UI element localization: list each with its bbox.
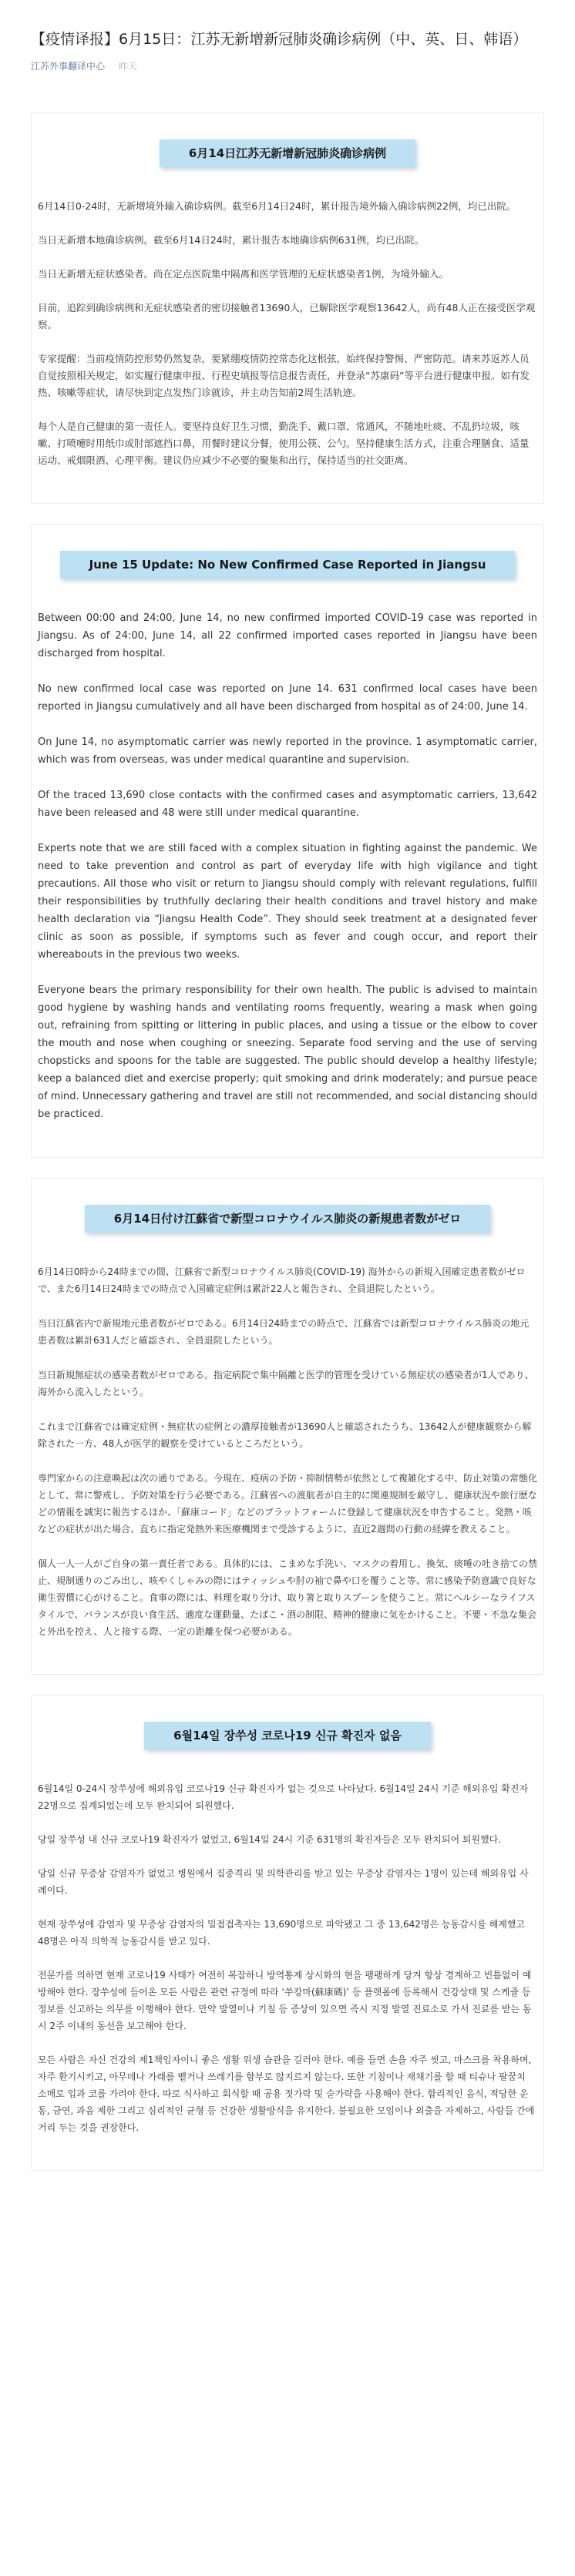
- section-heading: 6월14일 장쑤성 코로나19 신규 확진자 없음: [144, 1722, 431, 1749]
- paragraph: 当日无新增本地确诊病例。截至6月14日24时，累计报告本地确诊病例631例，均已出院。: [38, 234, 425, 246]
- section-chinese: [31, 112, 544, 504]
- paragraph: On June 14, no asymptomatic carrier was newly reported in the province. 1 asymptomatic carrier, which was from overseas, was under medical quarantine and supervision.: [38, 736, 537, 766]
- paragraph: 当日无新增无症状感染者。尚在定点医院集中隔离和医学管理的无症状感染者1例，为境外输入。: [38, 268, 449, 280]
- section-heading: 6月14日付け江蘇省で新型コロナウイルス肺炎の新規患者数がゼロ: [85, 1205, 490, 1233]
- paragraph: 個人一人一人がご自身の第一責任者である。具体的には、こまめな手洗い、マスクの着用し、換気、痰唾の吐き捨ての禁止、規制通りのごみ出し、咳やくしゃみの際にはティッシュや肘の袖で鼻や口を覆うこと等、常に感染予防意識で良好な衛生習慣に心がけること。食事の際には、料理を取り分け、取り箸と取りスプーンを使うこと。常にヘルシーなライフスタイルで、バランスが良い食生活、適度な運動量、たばこ・酒の制限、精神的健康に気をかけること。不要・不急な集会と外出を控え、人と接する際、一定の距離を保つ必要がある。: [38, 1558, 538, 1637]
- paragraph: 目前，追踪到确诊病例和无症状感染者的密切接触者13690人，已解除医学观察13642人，尚有48人正在接受医学观察。: [38, 302, 536, 330]
- section-korean: [31, 1695, 544, 2171]
- article-title: 【疫情译报】6月15日：江苏无新增新冠肺炎确诊病例（中、英、日、韩语）: [31, 31, 528, 48]
- paragraph: 当日新規無症状の感染者数がゼロである。指定病院で集中隔離と医学的管理を受けている無症状の感染者が1人であり、海外から流入したという。: [38, 1370, 534, 1397]
- section-english: [31, 524, 544, 1158]
- paragraph: No new confirmed local case was reported on June 14. 631 confirmed local cases have been reported in Jiangsu cumulatively and all have been discharged from hospital as of 24:00, June 14.: [38, 683, 537, 713]
- paragraph: Experts note that we are still faced with a complex situation in fighting against the pandemic. We need to take prevention and control as part of everyday life with high vigilance and tight precautions. All those who visit or return to Jiangsu should comply with relevant regulations, fulfill their responsibilities by truthfully declaring their health conditions and travel history and make health declaration via “Jiangsu Health Code”. They should seek treatment at a designated fever clinic as soon as possible, if symptoms such as fever and cough occur, and report their whereabouts in the previous two weeks.: [38, 843, 537, 961]
- paragraph: 当日江蘇省内で新規地元患者数がゼロである。6月14日24時までの時点で、江蘇省では新型コロナウイルス肺炎の地元患者数は累計631人だと確認され、全員退院したという。: [38, 1318, 530, 1346]
- author-link[interactable]: 江苏外事翻译中心: [31, 61, 106, 72]
- article-meta: [31, 59, 544, 74]
- section-heading: June 15 Update: No New Confirmed Case Reported in Jiangsu: [60, 551, 516, 579]
- publish-date: 昨天: [118, 61, 137, 72]
- paragraph: Of the traced 13,690 close contacts with the confirmed cases and asymptomatic carriers, 13,642 have been released and 48 were still under medical quarantine.: [38, 790, 537, 819]
- paragraph: これまで江蘇省では確定症例・無症状の症例との濃厚接触者が13690人と確認されたうち、13642人が健康観察から解除された一方、48人が医学的観察を受けているところだという。: [38, 1421, 532, 1449]
- paragraph: 6월14일 0-24시 장쑤성에 해외유입 코로나19 신규 확진자가 없는 것으로 나타났다. 6월14일 24시 기준 해외유입 확진자 22명으로 집계되었는데 모두 완치되어 퇴원했다.: [38, 1783, 529, 1811]
- paragraph: 당일 장쑤성 내 신규 코로나19 확진자가 없었고, 6월14일 24시 기준 631명의 확진자들은 모두 완치되어 퇴원했다.: [38, 1834, 502, 1845]
- paragraph: 専門家からの注意喚起は次の通りである。今現在、疫病の予防・抑制情勢が依然として複雑化する中、防止対策の常態化として、常に警戒し、予防対策を行う必要である。江蘇省への渡航者が自主的に関連規制を厳守し、健康状況や旅行歴などの情報を誠実に報告するほか、「蘇康コード」などのプラットフォームに登録して健康状況を申告すること。発熱・咳などの症状が出た場合、直ちに指定発熱外来医療機関まで受診するように、直近2週間の行動の経緯を教えること。: [38, 1473, 538, 1535]
- paragraph: 6月14日0-24时，无新增境外输入确诊病例。截至6月14日24时，累计报告境外输入确诊病例22例，均已出院。: [38, 200, 516, 212]
- paragraph: 현재 장쑤성에 감염자 및 무증상 감염자의 밀접접촉자는 13,690명으로 파악됐고 그 중 13,642명은 능동감시를 해제했고 48명은 아직 의학적 능동감시를 받고 있다.: [38, 1919, 526, 1947]
- paragraph: 당일 신규 무증상 감염자가 없었고 병원에서 집중격리 및 의학관리를 받고 있는 무증상 감염자는 1명이 있는데 해외유입 사례이다.: [38, 1868, 529, 1896]
- paragraph: Between 00:00 and 24:00, June 14, no new confirmed imported COVID-19 case was reported in Jiangsu. As of 24:00, June 14, all 22 confirmed imported cases reported in Jiangsu have been discharged from hospital.: [38, 612, 537, 659]
- paragraph: Everyone bears the primary responsibility for their own health. The public is advised to maintain good hygiene by washing hands and ventilating rooms frequently, wearing a mask when going out, refraining from spitting or littering in public places, and using a tissue or the elbow to cover the mouth and nose when coughing or sneezing. Separate food serving and the use of serving chopsticks and spoons for the table are suggested. The public should develop a healthy lifestyle; keep a balanced diet and exercise properly; quit smoking and drink moderately; and pursue peace of mind. Unnecessary gathering and travel are still not recommended, and social distancing should be practiced.: [38, 984, 537, 1120]
- paragraph: 전문가를 의하면 현재 코로나19 사태가 여전히 복잡하니 방역통제 상시화의 현을 팽팽하게 당겨 항상 경계하고 빈틈없이 예방해야 한다. 장쑤성에 들어온 모든 사람은 관련 규정에 따라 ‘쑤캉마(蘇康碼)’ 등 플랫폼에 등록해서 건강상태 및 스케쥴 등 정보를 신고하는 의무를 이행해야 한다. 만약 발열이나 기침 등 증상이 있으면 즉시 지정 발열 진료소로 가서 진료를 받는 동시 2주 이내의 동선을 보고해야 한다.: [38, 1970, 532, 2031]
- paragraph: 每个人是自己健康的第一责任人。要坚持良好卫生习惯，勤洗手、戴口罩、常通风，不随地吐痰、不乱扔垃圾，咳嗽、打喷嚏时用纸巾或肘部遮挡口鼻，用餐时建议分餐，使用公筷、公勺。坚持健康生活方式，注重合理膳食、适量运动、戒烟限酒、心理平衡。建议仍应减少不必要的聚集和出行，保持适当的社交距离。: [38, 421, 530, 466]
- section-heading: 6月14日江苏无新增新冠肺炎确诊病例: [160, 139, 415, 167]
- paragraph: 6月14日0時から24時までの間、江蘇省で新型コロナウイルス肺炎(COVID-19) 海外からの新規入国確定患者数がゼロで、また6月14日24時までの時点で入国確定症例は累計22人と報告され、全員退院したという。: [38, 1266, 526, 1294]
- paragraph: 专家提醒：当前疫情防控形势仍然复杂，要紧绷疫情防控常态化这根弦，始终保持警惕、严密防范。请来苏返苏人员自觉按照相关规定，如实履行健康申报、行程史填报等信息报告责任，并登录“苏康码”等平台进行健康申报。如有发热、咳嗽等症状，请尽快到定点发热门诊就诊，并主动告知前2周生活轨迹。: [38, 353, 530, 398]
- paragraph: 모든 사람은 자신 건강의 제1책임자이니 좋은 생활 위생 습관을 길러야 한다. 예를 들면 손을 자주 씻고, 마스크를 착용하며, 자주 환기시키고, 아무데나 가래를 뱉거나 쓰레기를 함부로 않지르지 않는다. 또한 기침이나 재채기를 할 때 티슈나 팔꿈치 소매로 입과 코를 가려야 한다. 따로 식사하고 회식할 때 공용 젓가락 및 숟가락을 사용해야 한다. 합리적인 음식, 적당한 운동, 금연, 과음 제한 그리고 심리적인 균형 등 건강한 생활방식을 유지한다. 불필요한 모임이나 외출을 자제하고, 사람들 간에 거리 두는 것을 권장한다.: [38, 2054, 535, 2133]
- section-japanese: [31, 1178, 544, 1675]
